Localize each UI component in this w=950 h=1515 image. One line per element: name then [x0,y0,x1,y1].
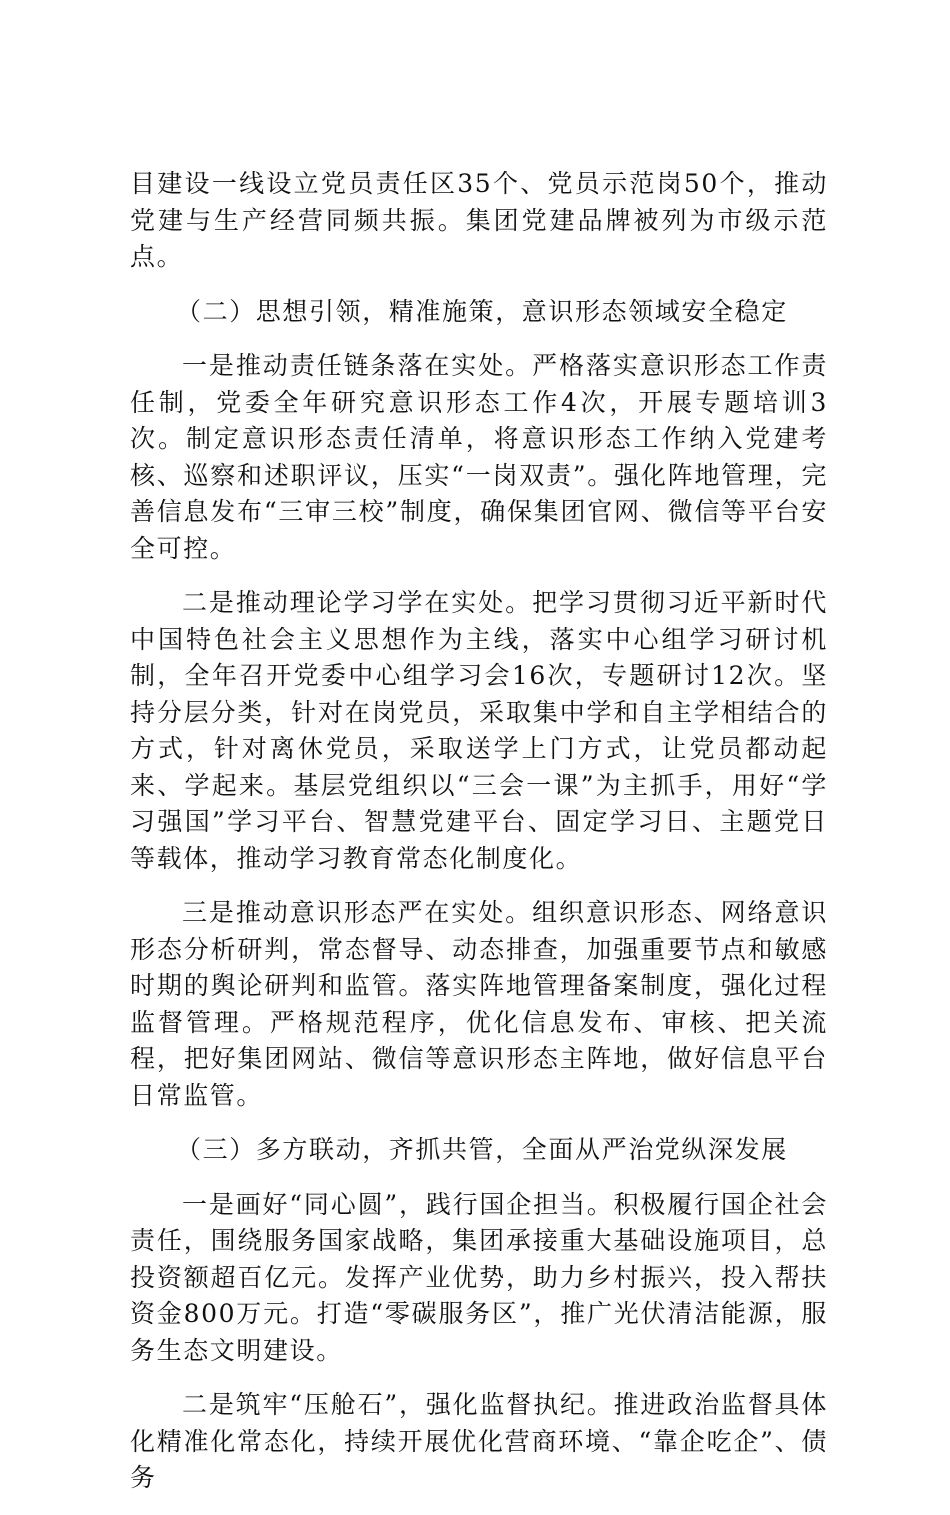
paragraph-responsibility-chain: 一是推动责任链条落在实处。严格落实意识形态工作责任制，党委全年研究意识形态工作4次，开展专题培训3次。制定意识形态责任清单，将意识形态工作纳入党建考核、巡察和述职评议，压实“一岗双责”。强化阵地管理，完善信息发布“三审三校”制度，确保集团官网、微信等平台安全可控。 [130,351,828,563]
document-body [130,166,828,1515]
paragraph-ideology-strict: 三是推动意识形态严在实处。组织意识形态、网络意识形态分析研判，常态督导、动态排查，加强重要节点和敏感时期的舆论研判和监管。落实阵地管理备案制度，强化过程监督管理。严格规范程序，优化信息发布、审核、把关流程，把好集团网站、微信等意识形态主阵地，做好信息平台日常监管。 [130,898,828,1110]
paragraph-theory-study: 二是推动理论学习学在实处。把学习贯彻习近平新时代中国特色社会主义思想作为主线，落实中心组学习研讨机制，全年召开党委中心组学习会16次，专题研讨12次。坚持分层分类，针对在岗党员，采取集中学和自主学相结合的方式，针对离休党员，采取送学上门方式，让党员都动起来、学起来。基层党组织以“三会一课”为主抓手，用好“学习强国”学习平台、智慧党建平台、固定学习日、主题党日等载体，推动学习教育常态化制度化。 [130,588,828,873]
paragraph-ballast-stone: 二是筑牢“压舱石”，强化监督执纪。推进政治监督具体化精准化常态化，持续开展优化营商环境、“靠企吃企”、债务 [130,1390,828,1492]
paragraph-continuation: 目建设一线设立党员责任区35个、党员示范岗50个，推动党建与生产经营同频共振。集团党建品牌被列为市级示范点。 [130,169,828,271]
section-heading-2: （二）思想引领，精准施策，意识形态领域安全稳定 [176,296,788,326]
section-heading-3: （三）多方联动，齐抓共管，全面从严治党纵深发展 [176,1135,788,1164]
paragraph-concentric-circle: 一是画好“同心圆”，践行国企担当。积极履行国企社会责任，围绕服务国家战略，集团承接重大基础设施项目，总投资额超百亿元。发挥产业优势，助力乡村振兴，投入帮扶资金800万元。打造“零碳服务区”，推广光伏清洁能源，服务生态文明建设。 [130,1189,828,1365]
